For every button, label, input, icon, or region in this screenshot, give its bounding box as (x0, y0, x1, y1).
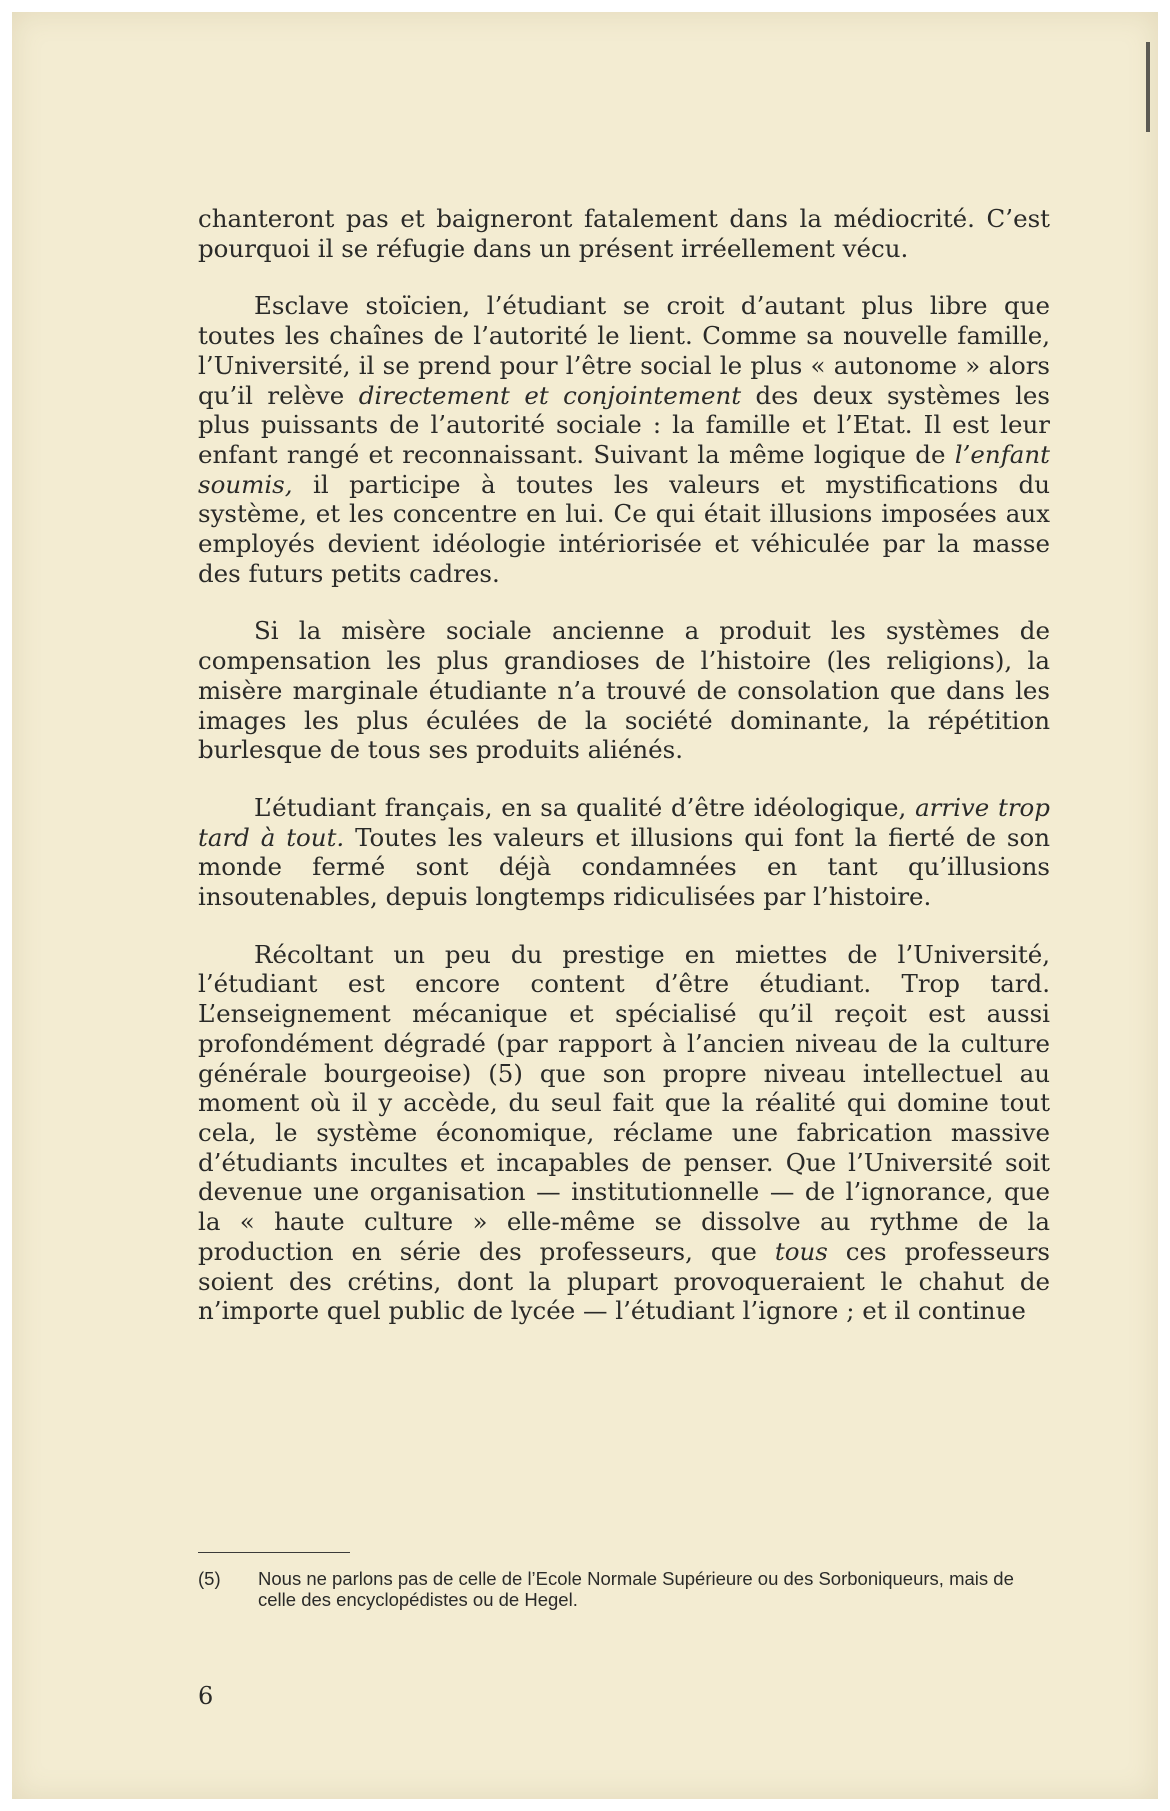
footnote-number: (5) (198, 1568, 221, 1589)
paragraph-text: Esclave stoïcien, l’étudiant se croit d’autant plus libre que toutes les chaînes de l’autorité le lient. Comme sa nouvelle famille, l’Université, il se prend pour l’être social le plus « autonome » alors qu’il relève (198, 291, 1050, 410)
italic-text: tous (774, 1236, 828, 1266)
page-number: 6 (198, 1682, 214, 1710)
italic-text: l’enfant soumis, (198, 439, 1050, 499)
italic-text: arrive trop tard à tout. (198, 792, 1050, 852)
paragraph (198, 204, 1050, 263)
italic-text: directement et conjointement (358, 380, 742, 410)
paragraph-text: il participe à toutes les valeurs et mystifications du système, et les concentre en lui. Ce qui était illusions imposées aux employés devient idéologie intériorisée et véhiculée par la masse des futurs petits cadres. (198, 469, 1050, 588)
body-text (198, 204, 1050, 1326)
paragraph (198, 616, 1050, 765)
footnote-text: Nous ne parlons pas de celle de l’Ecole Normale Supérieure ou des Sorboniqueurs, mais de celle des encyclopédistes ou de Hegel. (258, 1568, 1014, 1610)
paragraph (198, 940, 1050, 1326)
paragraph-text: chanteront pas et baigneront fatalement dans la médiocrité. C’est pourquoi il se réfugie dans un présent irréellement vécu. (198, 204, 1050, 263)
paragraph-text: Récoltant un peu du prestige en miettes de l’Université, l’étudiant est encore content d’être étudiant. Trop tard. L’enseignement mécanique et spécialisé qu’il reçoit est aussi profondément dégradé (par rapport à l’ancien niveau de la culture générale bourgeoise) (5) que son propre niveau intellectuel au moment où il y accède, du seul fait que la réalité qui domine tout cela, le système économique, réclame une fabrication massive d’étudiants incultes et incapables de penser. Que l’Université soit devenue une organisation — institutionnelle — de l’ignorance, que la « haute culture » elle-même se dissolve au rythme de la production en série des professeurs, que (198, 939, 1050, 1266)
paragraph-text: Si la misère sociale ancienne a produit les systèmes de compensation les plus grandioses de l’histoire (les religions), la misère marginale étudiante n’a trouvé de consolation que dans les images les plus éculées de la société dominante, la répétition burlesque de tous ses produits aliénés. (198, 616, 1050, 765)
paragraph-text: L’étudiant français, en sa qualité d’être idéologique, (254, 792, 916, 822)
paragraph (198, 793, 1050, 912)
book-page (12, 12, 1158, 1799)
paragraph-text: ces professeurs soient des crétins, dont la plupart provoqueraient le chahut de n’importe quel public de lycée — l’étudiant l’ignore ; et il continue (198, 1236, 1051, 1326)
footnote (198, 1568, 1028, 1610)
paragraph (198, 291, 1050, 588)
paragraph-text: des deux systèmes les plus puissants de l’autorité sociale : la famille et l’Etat. Il est leur enfant rangé et reconnaissant. Suivant la même logique de (198, 380, 1051, 469)
footnote-rule (198, 1552, 350, 1553)
paragraph-text: Toutes les valeurs et illusions qui font la fierté de son monde fermé sont déjà condamnées en tant qu’illusions insoutenables, depuis longtemps ridiculisées par l’histoire. (198, 822, 1050, 912)
page-edge-mark (1146, 42, 1150, 132)
